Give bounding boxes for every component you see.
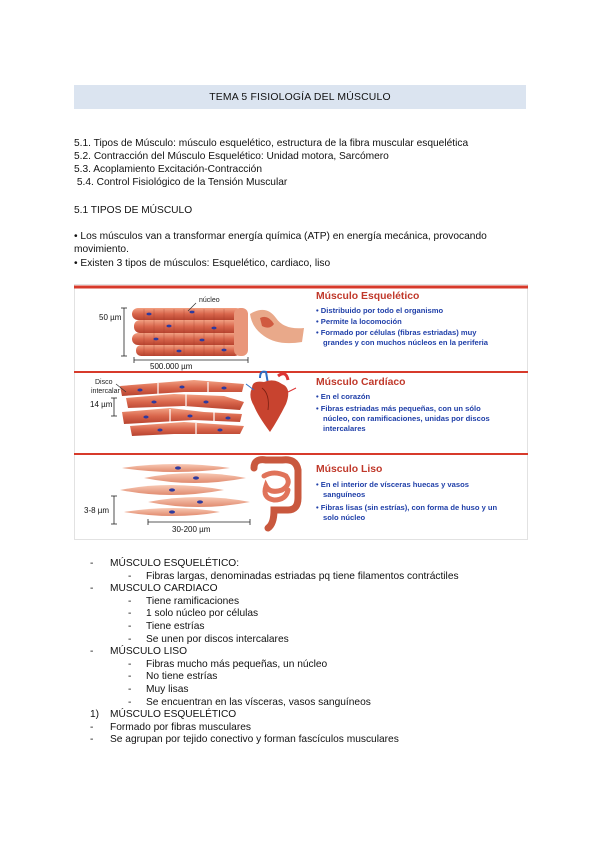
disc-label: Disco [95,379,113,386]
list-marker: - [128,696,132,708]
list-item: Se unen por discos intercalares [146,633,289,645]
list-item: Tiene estrías [146,621,205,632]
smooth-bullet: • Fibras lisas (sin estrías), con forma de huso y un [316,503,498,512]
smooth-length-label: 30-200 µm [172,525,211,534]
intro-line: • Existen 3 tipos de músculos: Esquelético, cardiaco, liso [74,258,331,269]
toc-item: 5.4. Control Fisiológico de la Tensión Muscular [74,177,288,188]
cardiac-bullet: • En el corazón [316,392,371,401]
cardiac-bullet-cont: núcleo, con ramificaciones, unidas por discos [323,414,490,423]
list-item: Fibras mucho más pequeñas, un núcleo [146,658,328,670]
list-marker: - [128,595,132,607]
list-item: 1 solo núcleo por células [146,608,259,620]
muscle-types-figure [74,284,528,540]
list-marker: - [128,633,132,645]
list-marker: - [90,558,94,569]
disc-label: intercalar [91,388,120,395]
list-item: MUSCULO CARDIACO [110,583,218,595]
section-heading: 5.1 TIPOS DE MÚSCULO [74,205,193,216]
list-item: No tiene estrías [146,671,218,683]
list-item: Muy lisas [146,684,189,695]
smooth-bullet: • En el interior de vísceras huecas y vasos [316,480,469,489]
toc-item: 5.1. Tipos de Músculo: músculo esquelético, estructura de la fibra muscular esquelética [74,138,469,149]
page-title-bar [74,85,526,109]
list-marker: - [128,621,132,632]
skeletal-title: Músculo Esquelético [316,291,420,302]
toc-item: 5.2. Contracción del Músculo Esquelético: Unidad motora, Sarcómero [74,151,389,162]
nucleus-label: núcleo [199,297,220,304]
cardiac-bullet: • Fibras estriadas más pequeñas, con un sólo [316,404,481,413]
smooth-bullet-cont: sanguíneos [323,490,366,499]
smooth-title: Músculo Liso [316,464,383,475]
skeletal-bullet: • Formado por células (fibras estriadas) muy [316,328,477,337]
skeletal-bullet: • Distribuido por todo el organismo [316,306,444,315]
list-marker: - [128,570,132,582]
smooth-bullet-cont: solo núcleo [323,513,366,522]
list-item: Se encuentran en las vísceras, vasos sanguíneos [146,696,371,708]
list-marker: - [90,721,94,733]
page-title: TEMA 5 FISIOLOGÍA DEL MÚSCULO [209,91,391,103]
skeletal-length-label: 500.000 µm [150,362,193,371]
skeletal-bullet-cont: grandes y con muchos núcleos en la periferia [323,338,489,347]
list-item: Fibras largas, denominadas estriadas pq tiene filamentos contráctiles [146,570,459,582]
list-marker: - [90,734,94,746]
list-marker: - [128,684,132,695]
list-item: Formado por fibras musculares [110,721,251,733]
list-item: MÚSCULO ESQUELÉTICO [110,709,237,721]
list-item: Tiene ramificaciones [146,595,240,607]
list-marker: 1) [90,709,100,721]
cardiac-bullet-cont: intercalares [323,424,366,433]
list-marker: - [128,671,132,683]
skeletal-height-label: 50 µm [99,313,122,322]
list-item: Se agrupan por tejido conectivo y forman fascículos musculares [110,734,399,746]
list-item: MÚSCULO LISO [110,646,187,658]
intro-line: movimiento. [74,244,129,255]
list-marker: - [90,646,94,658]
skeletal-bullet: • Permite la locomoción [316,317,402,326]
cardiac-title: Músculo Cardíaco [316,377,406,388]
toc-item: 5.3. Acoplamiento Excitación-Contracción [74,164,263,175]
cardiac-height-label: 14 µm [90,400,113,409]
list-marker: - [90,583,94,595]
list-marker: - [128,608,132,620]
list-item: MÚSCULO ESQUELÉTICO: [110,558,240,569]
intro-line: • Los músculos van a transformar energía química (ATP) en energía mecánica, provocando [74,231,487,242]
smooth-height-label: 3-8 µm [84,506,110,515]
list-marker: - [128,658,132,670]
